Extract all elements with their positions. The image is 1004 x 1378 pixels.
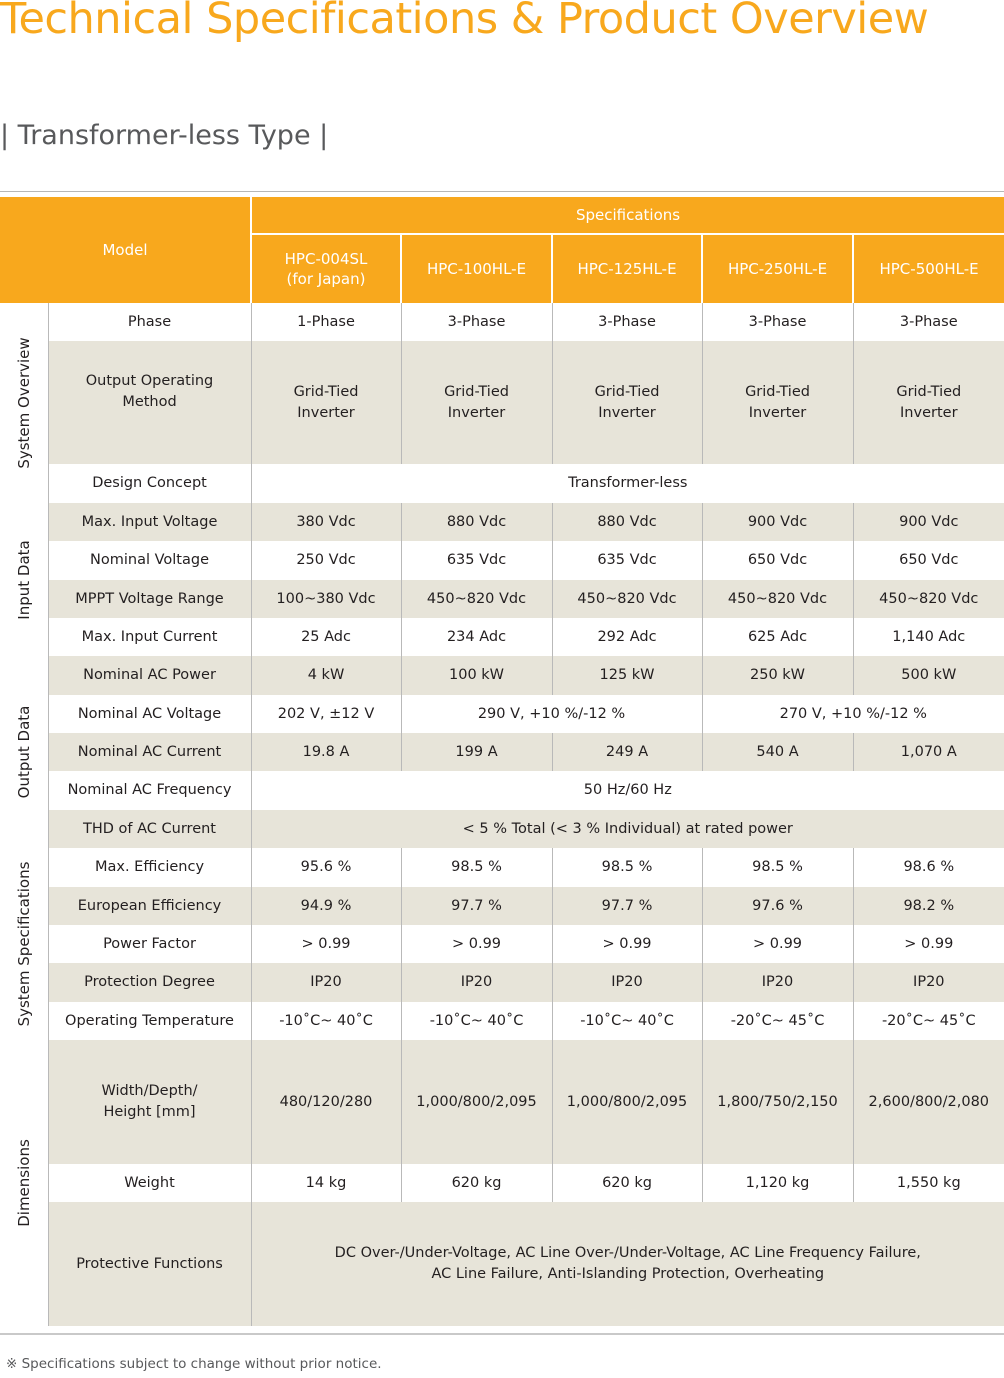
group-label: Dimensions xyxy=(0,1040,48,1326)
cell: < 5 % Total (< 3 % Individual) at rated power xyxy=(251,810,1004,848)
table-row xyxy=(0,887,1004,925)
cell: 290 V, +10 %/-12 % xyxy=(401,695,702,733)
cell: 620 kg xyxy=(552,1164,702,1202)
model-name: HPC-125HL-E xyxy=(552,234,702,303)
cell: 900 Vdc xyxy=(702,503,853,541)
row-label: Max. Efficiency xyxy=(48,848,251,887)
cell: IP20 xyxy=(702,963,853,1002)
row-label: Power Factor xyxy=(48,925,251,963)
cell: DC Over-/Under-Voltage, AC Line Over-/Under-Voltage, AC Line Frequency Failure, AC Line Failure, Anti-Islanding Protection, Overheating xyxy=(251,1202,1004,1326)
table-row xyxy=(0,695,1004,733)
cell: 98.5 % xyxy=(401,848,552,887)
row-label: European Efficiency xyxy=(48,887,251,925)
cell: 650 Vdc xyxy=(702,541,853,580)
table-row xyxy=(0,1040,1004,1164)
cell: 880 Vdc xyxy=(401,503,552,541)
page-title: Technical Specifications & Product Overview xyxy=(0,0,929,44)
table-row xyxy=(0,464,1004,503)
cell: 98.2 % xyxy=(853,887,1004,925)
table-row xyxy=(0,925,1004,963)
cell: 450~820 Vdc xyxy=(853,580,1004,618)
model-name: HPC-100HL-E xyxy=(401,234,552,303)
cell: 3-Phase xyxy=(401,303,552,341)
cell: 100~380 Vdc xyxy=(251,580,401,618)
cell: 1-Phase xyxy=(251,303,401,341)
cell: > 0.99 xyxy=(702,925,853,963)
group-label: System Specifications xyxy=(0,848,48,1040)
row-label: Nominal Voltage xyxy=(48,541,251,580)
cell: 880 Vdc xyxy=(552,503,702,541)
row-label: Weight xyxy=(48,1164,251,1202)
cell: 234 Adc xyxy=(401,618,552,656)
cell: Grid-Tied Inverter xyxy=(251,341,401,464)
row-label: Protective Functions xyxy=(48,1202,251,1326)
header-row xyxy=(0,197,1004,234)
model-header: Model xyxy=(0,197,251,303)
cell: 1,120 kg xyxy=(702,1164,853,1202)
row-label: Operating Temperature xyxy=(48,1002,251,1040)
table-row xyxy=(0,963,1004,1002)
cell: Transformer-less xyxy=(251,464,1004,503)
cell: Grid-Tied Inverter xyxy=(853,341,1004,464)
cell: 250 kW xyxy=(702,656,853,695)
cell: 97.6 % xyxy=(702,887,853,925)
cell: > 0.99 xyxy=(251,925,401,963)
cell: 202 V, ±12 V xyxy=(251,695,401,733)
cell: 250 Vdc xyxy=(251,541,401,580)
table-row xyxy=(0,341,1004,464)
cell: 95.6 % xyxy=(251,848,401,887)
model-name: HPC-250HL-E xyxy=(702,234,853,303)
cell: IP20 xyxy=(251,963,401,1002)
cell: 1,000/800/2,095 xyxy=(401,1040,552,1164)
cell: IP20 xyxy=(853,963,1004,1002)
cell: 98.5 % xyxy=(702,848,853,887)
section-subtitle: | Transformer-less Type | xyxy=(0,120,329,151)
row-label: Nominal AC Frequency xyxy=(48,771,251,810)
row-label: Max. Input Current xyxy=(48,618,251,656)
row-label: Phase xyxy=(48,303,251,341)
table-row xyxy=(0,810,1004,848)
cell: 1,070 A xyxy=(853,733,1004,771)
table-row xyxy=(0,733,1004,771)
row-label: THD of AC Current xyxy=(48,810,251,848)
cell: IP20 xyxy=(401,963,552,1002)
table-row xyxy=(0,848,1004,887)
cell: Grid-Tied Inverter xyxy=(401,341,552,464)
row-label: Protection Degree xyxy=(48,963,251,1002)
group-label: System Overview xyxy=(0,303,48,503)
row-label: Design Concept xyxy=(48,464,251,503)
cell: -10˚C~ 40˚C xyxy=(251,1002,401,1040)
row-label: Nominal AC Power xyxy=(48,656,251,695)
cell: -10˚C~ 40˚C xyxy=(401,1002,552,1040)
cell: 100 kW xyxy=(401,656,552,695)
row-label: Max. Input Voltage xyxy=(48,503,251,541)
cell: 380 Vdc xyxy=(251,503,401,541)
cell: 270 V, +10 %/-12 % xyxy=(702,695,1004,733)
top-divider xyxy=(0,191,1004,192)
cell: 650 Vdc xyxy=(853,541,1004,580)
table-row xyxy=(0,1164,1004,1202)
table-row xyxy=(0,656,1004,695)
cell: 3-Phase xyxy=(702,303,853,341)
row-label: Nominal AC Voltage xyxy=(48,695,251,733)
table-row xyxy=(0,580,1004,618)
cell: 620 kg xyxy=(401,1164,552,1202)
spec-table xyxy=(0,197,1004,1326)
cell: 480/120/280 xyxy=(251,1040,401,1164)
cell: 625 Adc xyxy=(702,618,853,656)
row-label: Output Operating Method xyxy=(48,341,251,464)
cell: 450~820 Vdc xyxy=(401,580,552,618)
table-row xyxy=(0,1202,1004,1326)
cell: -10˚C~ 40˚C xyxy=(552,1002,702,1040)
cell: 1,800/750/2,150 xyxy=(702,1040,853,1164)
table-row xyxy=(0,303,1004,341)
cell: 125 kW xyxy=(552,656,702,695)
cell: Grid-Tied Inverter xyxy=(702,341,853,464)
cell: 3-Phase xyxy=(853,303,1004,341)
cell: > 0.99 xyxy=(853,925,1004,963)
cell: 450~820 Vdc xyxy=(702,580,853,618)
cell: 97.7 % xyxy=(552,887,702,925)
cell: -20˚C~ 45˚C xyxy=(853,1002,1004,1040)
cell: 635 Vdc xyxy=(552,541,702,580)
cell: -20˚C~ 45˚C xyxy=(702,1002,853,1040)
row-label: Nominal AC Current xyxy=(48,733,251,771)
cell: 14 kg xyxy=(251,1164,401,1202)
cell: Grid-Tied Inverter xyxy=(552,341,702,464)
cell: 19.8 A xyxy=(251,733,401,771)
table-row xyxy=(0,503,1004,541)
cell: 94.9 % xyxy=(251,887,401,925)
cell: 635 Vdc xyxy=(401,541,552,580)
cell: 540 A xyxy=(702,733,853,771)
row-label: Width/Depth/ Height [mm] xyxy=(48,1040,251,1164)
specifications-header: Specifications xyxy=(251,197,1004,234)
table-row xyxy=(0,771,1004,810)
cell: 500 kW xyxy=(853,656,1004,695)
group-label: Input Data xyxy=(0,503,48,656)
table-row xyxy=(0,541,1004,580)
cell: 25 Adc xyxy=(251,618,401,656)
cell: 292 Adc xyxy=(552,618,702,656)
cell: 1,550 kg xyxy=(853,1164,1004,1202)
cell: 98.5 % xyxy=(552,848,702,887)
table-row xyxy=(0,1002,1004,1040)
bottom-divider xyxy=(0,1333,1004,1335)
cell: 900 Vdc xyxy=(853,503,1004,541)
cell: 249 A xyxy=(552,733,702,771)
cell: 1,000/800/2,095 xyxy=(552,1040,702,1164)
footnote: ※ Specifications subject to change without prior notice. xyxy=(6,1356,382,1372)
row-label: MPPT Voltage Range xyxy=(48,580,251,618)
cell: 97.7 % xyxy=(401,887,552,925)
table-row xyxy=(0,618,1004,656)
cell: > 0.99 xyxy=(401,925,552,963)
model-name: HPC-500HL-E xyxy=(853,234,1004,303)
cell: 50 Hz/60 Hz xyxy=(251,771,1004,810)
group-label: Output Data xyxy=(0,656,48,848)
cell: > 0.99 xyxy=(552,925,702,963)
cell: 98.6 % xyxy=(853,848,1004,887)
model-name: HPC-004SL (for Japan) xyxy=(251,234,401,303)
cell: 3-Phase xyxy=(552,303,702,341)
cell: 2,600/800/2,080 xyxy=(853,1040,1004,1164)
cell: 1,140 Adc xyxy=(853,618,1004,656)
cell: IP20 xyxy=(552,963,702,1002)
cell: 4 kW xyxy=(251,656,401,695)
cell: 450~820 Vdc xyxy=(552,580,702,618)
cell: 199 A xyxy=(401,733,552,771)
